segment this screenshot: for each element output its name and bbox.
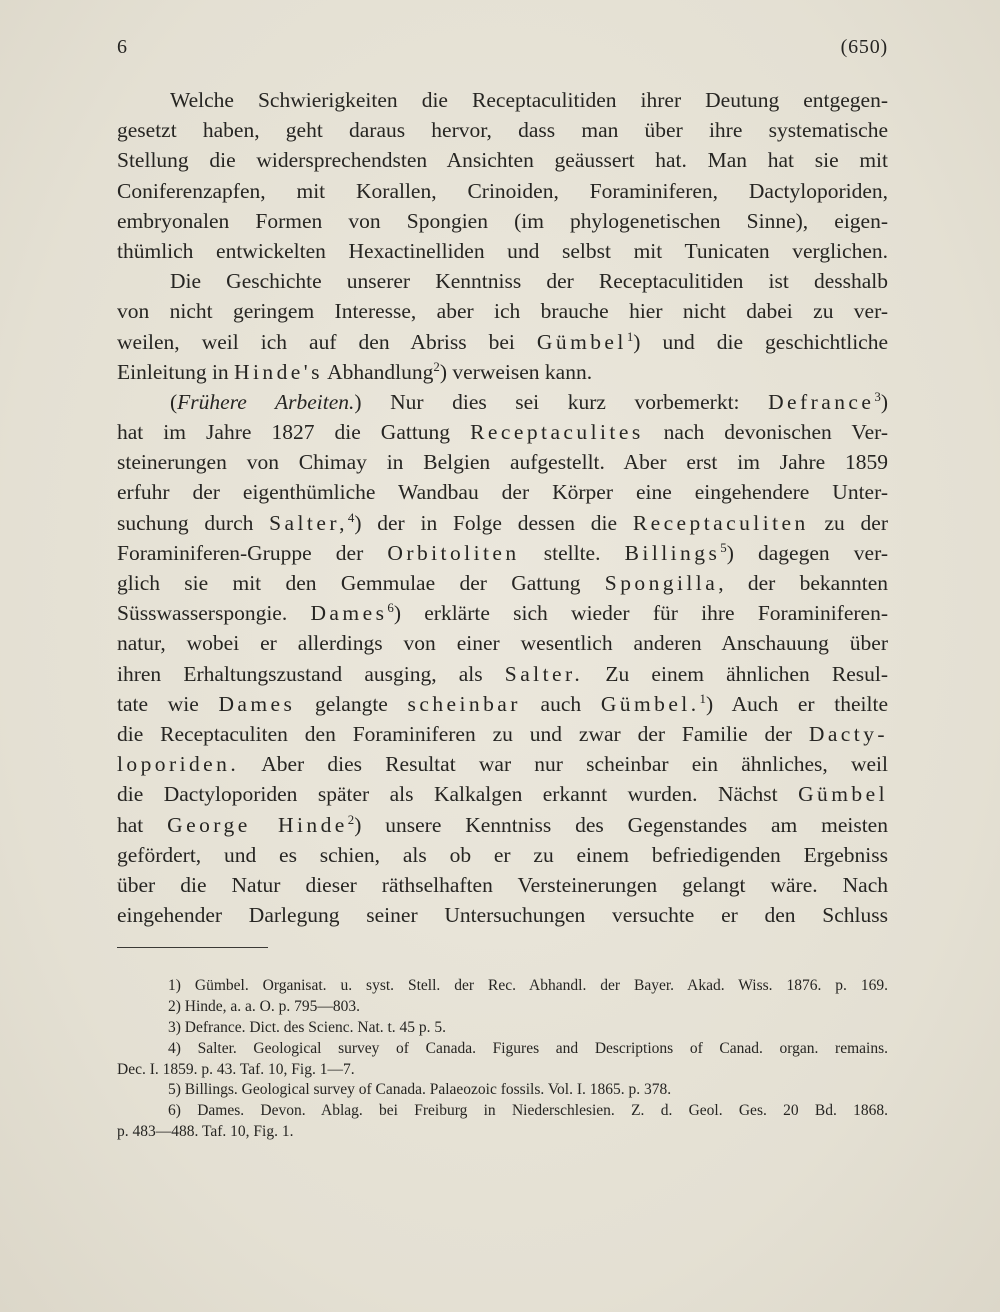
text-line: [117, 659, 888, 689]
text-run: Foraminiferen-Gruppe der: [117, 540, 388, 565]
text-line: [117, 447, 888, 477]
footnote-line: [117, 976, 888, 997]
text-run: ) der in Folge dessen die: [354, 510, 633, 535]
text-run: embryonalen Formen von Spongien (im phylogenetischen Sinne), eigen-: [117, 208, 888, 233]
text-line: [117, 870, 888, 900]
spaced-emphasis: Gümbel: [536, 329, 627, 354]
text-run: über die Natur dieser räthselhaften Versteinerungen gelangt wäre. Nach: [117, 872, 888, 897]
text-run: weilen, weil ich auf den Abriss bei: [117, 329, 537, 354]
text-run: gefördert, und es schien, als ob er zu einem befriedigenden Ergebniss: [117, 842, 888, 867]
footnote-text: Dec. I. 1859. p. 43. Taf. 10, Fig. 1—7.: [117, 1060, 355, 1078]
text-line: [117, 689, 888, 719]
text-line: [117, 628, 888, 658]
footnote-reference: 1: [626, 329, 634, 344]
footnote-line: [117, 1101, 888, 1122]
text-line: [117, 538, 888, 568]
footnote-reference: 6: [387, 601, 394, 616]
text-run: ) erklärte sich wieder für ihre Foraminiferen-: [393, 601, 888, 626]
text-run: Abhandlung: [322, 359, 434, 384]
text-line: [117, 85, 888, 115]
spaced-emphasis: Dames: [310, 601, 388, 626]
spaced-emphasis: Orbitoliten: [387, 540, 520, 565]
text-run: thümlich entwickelten Hexactinelliden und selbst mit Tunicaten verglichen.: [117, 238, 888, 263]
body-text: [117, 85, 888, 930]
text-run: auch: [520, 691, 601, 716]
spaced-emphasis: Salter,: [269, 510, 348, 535]
original-page-number: (650): [840, 36, 888, 58]
page-number: 6: [117, 36, 128, 58]
spaced-emphasis: Gümbel.: [600, 691, 700, 716]
text-run: zu der: [808, 510, 888, 535]
spaced-emphasis: George Hinde: [167, 812, 348, 837]
text-line: [117, 266, 888, 296]
footnote-line: [117, 1039, 888, 1060]
text-run: eingehender Darlegung seiner Untersuchungen versuchte er den Schluss: [117, 903, 888, 928]
spaced-emphasis: loporiden.: [117, 752, 240, 777]
text-run: tate wie: [117, 691, 219, 716]
footnote-reference: 4: [347, 510, 355, 525]
text-line: [117, 357, 888, 387]
footnote-number: 2): [168, 997, 181, 1015]
footnote-text: Billings. Geological survey of Canada. Palaeozoic fossils. Vol. I. 1865. p. 378.: [184, 1081, 672, 1099]
footnote-number: 6): [168, 1102, 181, 1120]
text-line: [117, 840, 888, 870]
footnote-text: Salter. Geological survey of Canada. Figures and Descriptions of Canad. organ. remains.: [197, 1039, 888, 1057]
spaced-emphasis: Hinde's: [234, 359, 323, 384]
footnote: [117, 1080, 888, 1101]
text-run: hat: [117, 812, 168, 837]
spaced-emphasis: Gümbel: [798, 782, 888, 807]
text-line: [117, 719, 888, 749]
text-line: [117, 508, 888, 538]
text-run: ) unsere Kenntniss des Gegenstandes am meisten: [354, 812, 888, 837]
footnote-text: Gümbel. Organisat. u. syst. Stell. der Rec. Abhandl. der Bayer. Akad. Wiss. 1876. p. 169.: [194, 977, 889, 994]
footnote-reference: 2: [433, 359, 440, 374]
text-run: nach devonischen Ver-: [643, 420, 889, 445]
text-run: ) verweisen kann.: [439, 359, 593, 384]
text-run: von nicht geringem Interesse, aber ich brauche hier nicht dabei zu ver-: [117, 299, 888, 324]
text-run: Die Geschichte unserer Kenntniss der Receptaculitiden ist desshalb: [170, 269, 888, 294]
footnote-rule: [117, 947, 268, 948]
text-line: [117, 327, 888, 357]
text-run: die Dactyloporiden später als Kalkalgen erkannt wurden. Nächst: [117, 782, 799, 807]
footnotes: [117, 976, 888, 1143]
footnote: [117, 997, 888, 1018]
text-run: die Receptaculiten den Foraminiferen zu und zwar der Familie der: [117, 721, 809, 746]
footnote-line: [117, 1060, 888, 1081]
footnote-line: [117, 1018, 888, 1039]
text-line: [117, 236, 888, 266]
text-line: [117, 417, 888, 447]
text-line: [117, 749, 888, 779]
text-line: [117, 477, 888, 507]
text-run: gelangte: [295, 691, 408, 716]
text-line: [117, 145, 888, 175]
text-line: [117, 810, 888, 840]
text-run: Einleitung in: [117, 359, 235, 384]
text-run: Aber dies Resultat war nur scheinbar ein ähnliches, weil: [239, 752, 888, 777]
text-line: [117, 115, 888, 145]
text-run: erfuhr der eigenthümliche Wandbau der Körper eine eingehendere Unter-: [117, 480, 888, 505]
text-run: Zu einem ähnlichen Resul-: [583, 661, 888, 686]
spaced-emphasis: Salter.: [504, 661, 584, 686]
paragraph: [117, 387, 888, 930]
text-run: ) und die geschichtliche: [633, 329, 889, 354]
text-line: [117, 206, 888, 236]
footnote-reference: 1: [699, 691, 706, 706]
text-run: gesetzt haben, geht daraus hervor, dass man über ihre systematische: [117, 118, 888, 143]
spaced-emphasis: Billings: [624, 540, 721, 565]
text-run: (: [170, 389, 178, 414]
text-run: steinerungen von Chimay in Belgien aufgestellt. Aber erst im Jahre 1859: [117, 450, 888, 475]
footnote-text: Dames. Devon. Ablag. bei Freiburg in Niederschlesien. Z. d. Geol. Ges. 20 Bd. 1868.: [197, 1102, 889, 1120]
footnote-reference: 5: [720, 540, 727, 555]
footnote: [117, 1018, 888, 1039]
footnote: [117, 1039, 888, 1081]
spaced-emphasis: Dames: [218, 691, 296, 716]
spaced-emphasis: Dacty-: [808, 721, 888, 746]
text-line: [117, 568, 888, 598]
text-run: hat im Jahre 1827 die Gattung: [117, 420, 471, 445]
spaced-emphasis: Receptaculites: [470, 420, 644, 445]
spaced-emphasis: Spongilla: [604, 571, 719, 595]
text-line: [117, 387, 888, 417]
text-run: Coniferenzapfen, mit Korallen, Crinoiden, Foraminiferen, Dactyloporiden,: [117, 178, 888, 203]
text-line: [117, 176, 888, 206]
footnote-number: 4): [168, 1039, 181, 1057]
text-run: stellte.: [519, 540, 625, 565]
footnote-number: 5): [168, 1081, 181, 1099]
page-header: [117, 34, 888, 60]
paragraph: [117, 266, 888, 387]
italic-heading: Frühere Arbeiten.: [177, 389, 355, 414]
text-run: ) Auch er theilte: [706, 691, 889, 716]
spaced-emphasis: Defrance: [768, 389, 875, 414]
footnote-reference: 3: [874, 389, 881, 404]
text-run: , der bekannten: [718, 571, 888, 595]
text-run: ) Nur dies sei kurz vorbemerkt:: [354, 389, 769, 414]
text-line: [117, 598, 888, 628]
text-run: ): [880, 389, 888, 414]
text-run: suchung durch: [117, 510, 270, 535]
footnote-number: 3): [168, 1018, 181, 1036]
text-line: [117, 296, 888, 326]
spaced-emphasis: Receptaculiten: [632, 510, 809, 535]
paragraph: [117, 85, 888, 266]
text-run: glich sie mit den Gemmulae der Gattung: [117, 571, 605, 595]
spaced-emphasis: scheinbar: [407, 691, 521, 716]
text-run: ihren Erhaltungszustand ausging, als: [117, 661, 505, 686]
footnote-line: [117, 1122, 888, 1143]
footnote-reference: 2: [347, 812, 355, 827]
text-line: [117, 900, 888, 930]
footnote-text: p. 483—488. Taf. 10, Fig. 1.: [117, 1123, 294, 1141]
footnote-text: Hinde, a. a. O. p. 795—803.: [184, 997, 361, 1015]
footnote-text: Defrance. Dict. des Scienc. Nat. t. 45 p. 5.: [184, 1018, 447, 1036]
footnote: [117, 976, 888, 997]
text-line: [117, 779, 888, 809]
footnote-line: [117, 997, 888, 1018]
text-run: Welche Schwierigkeiten die Receptaculitiden ihrer Deutung entgegen-: [170, 88, 888, 112]
text-run: Stellung die widersprechendsten Ansichten geäussert hat. Man hat sie mit: [117, 148, 888, 173]
text-run: ) dagegen ver-: [726, 540, 888, 565]
footnote-line: [117, 1080, 888, 1101]
footnote-number: 1): [168, 977, 181, 994]
text-run: Süsswasserspongie.: [117, 601, 311, 626]
footnote: [117, 1101, 888, 1143]
text-run: natur, wobei er allerdings von einer wesentlich anderen Anschauung über: [117, 631, 888, 656]
